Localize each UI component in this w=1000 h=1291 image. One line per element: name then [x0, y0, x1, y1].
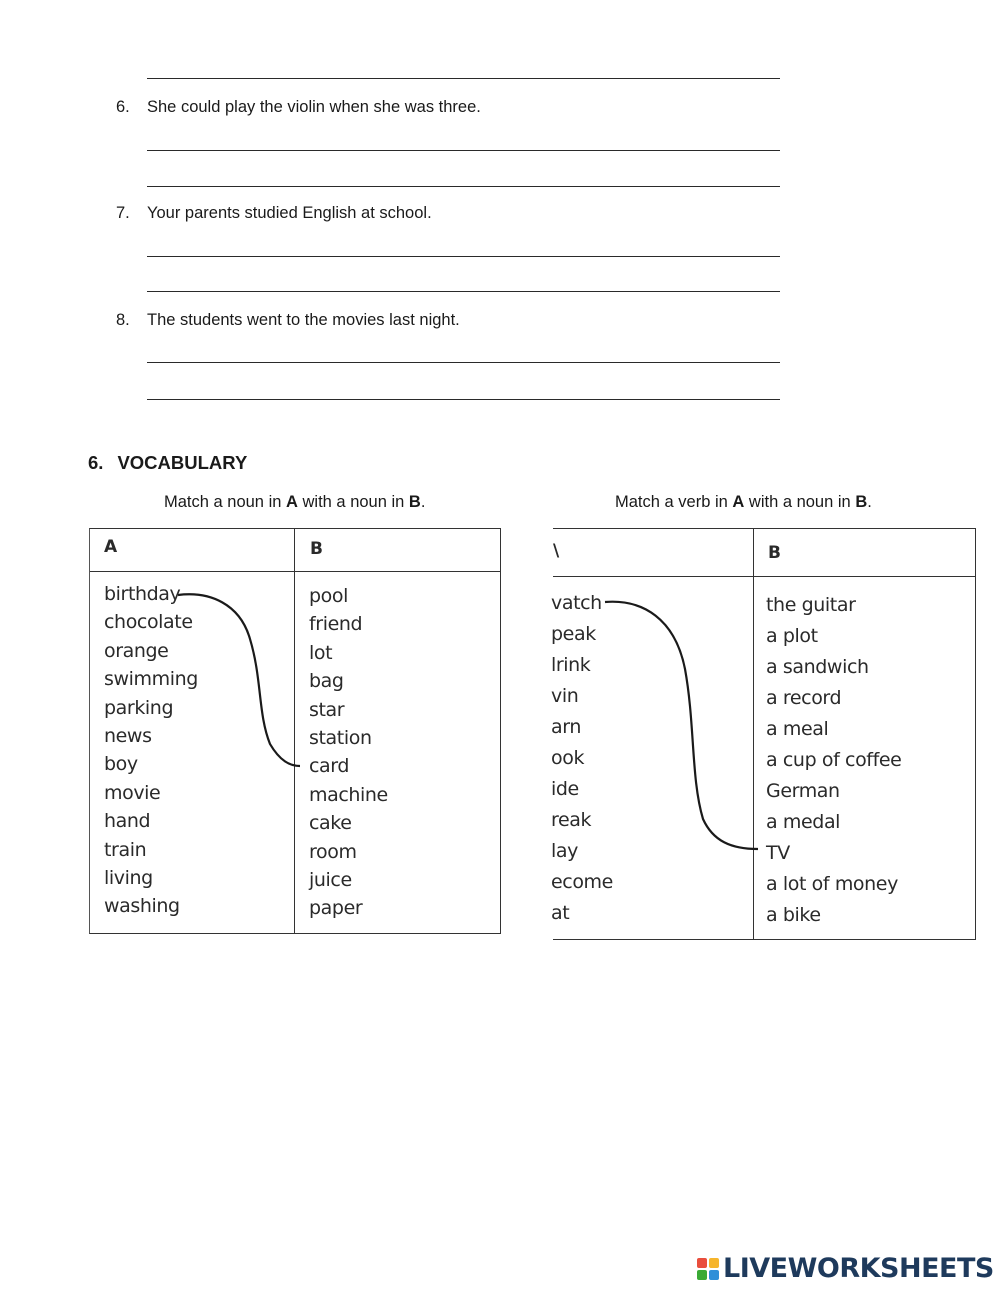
instruction-text: Match a noun in	[164, 493, 286, 511]
word-b[interactable]: a sandwich	[766, 656, 869, 678]
word-b[interactable]: the guitar	[766, 594, 856, 616]
match-table-nouns	[89, 528, 501, 934]
instruction-text: Match a verb in	[615, 493, 733, 511]
instruction-text: .	[420, 493, 426, 511]
word-b[interactable]: a plot	[766, 625, 818, 647]
word-a[interactable]: vatch	[551, 592, 602, 614]
instruction-bold-b: B	[855, 493, 868, 511]
word-b[interactable]: pool	[309, 585, 348, 607]
question-number: 6.	[116, 98, 130, 116]
column-head-a: A	[104, 537, 118, 557]
instruction-left	[164, 493, 425, 512]
word-a[interactable]: hand	[104, 810, 151, 833]
word-b[interactable]: bag	[309, 670, 344, 693]
word-b[interactable]: machine	[309, 783, 388, 806]
question-text: She could play the violin when she was three.	[147, 98, 481, 116]
answer-line[interactable]	[147, 291, 780, 292]
answer-line[interactable]	[147, 186, 780, 187]
logo-square	[697, 1270, 707, 1280]
word-a[interactable]: boy	[104, 753, 138, 776]
logo-square	[709, 1258, 719, 1268]
word-a[interactable]: peak	[551, 623, 596, 645]
word-b[interactable]: cake	[309, 812, 352, 835]
word-b[interactable]: German	[766, 780, 840, 802]
section-heading	[88, 452, 247, 474]
question-text: The students went to the movies last night.	[147, 311, 460, 329]
word-b[interactable]: a record	[766, 687, 842, 709]
word-b[interactable]: lot	[309, 641, 333, 664]
word-b[interactable]: juice	[309, 868, 352, 891]
word-b[interactable]: station	[309, 726, 372, 749]
question-number: 8.	[116, 311, 130, 329]
logo-square	[709, 1270, 719, 1280]
word-b[interactable]: a medal	[766, 811, 841, 833]
example-connector-line	[553, 529, 975, 939]
section-title: VOCABULARY	[117, 452, 248, 473]
word-a[interactable]: ide	[551, 778, 579, 800]
column-head-b: B	[310, 539, 323, 559]
question-number: 7.	[116, 204, 130, 222]
answer-line[interactable]	[147, 256, 780, 257]
word-b[interactable]: a lot of money	[766, 873, 898, 895]
word-a[interactable]: vin	[551, 685, 579, 707]
word-a[interactable]: at	[551, 902, 570, 924]
example-connector-line	[90, 529, 500, 933]
word-b[interactable]: a bike	[766, 904, 821, 926]
question-text: Your parents studied English at school.	[147, 204, 432, 222]
word-a[interactable]: chocolate	[104, 611, 193, 634]
word-a[interactable]: movie	[104, 781, 161, 804]
word-b[interactable]: paper	[309, 897, 363, 920]
word-a[interactable]: ook	[551, 747, 585, 769]
instruction-bold-b: B	[408, 493, 421, 511]
instruction-bold-a: A	[286, 493, 298, 511]
word-b[interactable]: card	[309, 755, 350, 778]
column-head-a: \	[553, 541, 560, 561]
word-b[interactable]: a cup of coffee	[766, 749, 902, 771]
word-a[interactable]: birthday	[104, 583, 181, 605]
answer-line[interactable]	[147, 399, 780, 400]
answer-line[interactable]	[147, 78, 780, 79]
word-a[interactable]: lrink	[551, 654, 591, 676]
logo-text: LIVEWORKSHEETS	[723, 1253, 994, 1284]
word-a[interactable]: news	[104, 724, 152, 747]
logo-square	[697, 1258, 707, 1268]
instruction-bold-a: A	[732, 493, 745, 511]
answer-line[interactable]	[147, 150, 780, 151]
instruction-text: with a noun in	[744, 493, 856, 511]
section-number: 6.	[88, 452, 104, 473]
answer-line[interactable]	[147, 362, 780, 363]
word-b[interactable]: friend	[309, 613, 363, 636]
instruction-text: .	[867, 493, 872, 511]
word-a[interactable]: living	[104, 866, 153, 889]
word-a[interactable]: orange	[104, 639, 169, 662]
instruction-right	[615, 493, 872, 512]
word-b[interactable]: room	[309, 840, 357, 863]
word-a[interactable]: ecome	[551, 871, 613, 893]
word-a[interactable]: lay	[551, 840, 578, 862]
word-a[interactable]: parking	[104, 696, 174, 719]
word-a[interactable]: train	[104, 838, 147, 861]
word-b[interactable]: a meal	[766, 718, 829, 740]
match-table-verbs	[553, 528, 976, 940]
word-a[interactable]: reak	[551, 809, 592, 831]
logo-mark-icon	[697, 1258, 719, 1280]
word-a[interactable]: arn	[551, 716, 581, 738]
word-a[interactable]: swimming	[104, 668, 198, 691]
word-b[interactable]: TV	[766, 842, 790, 864]
instruction-text: with a noun in	[297, 493, 409, 511]
liveworksheets-logo	[697, 1253, 994, 1284]
word-b[interactable]: star	[309, 698, 345, 721]
column-head-b: B	[768, 543, 781, 563]
word-a[interactable]: washing	[104, 895, 180, 918]
